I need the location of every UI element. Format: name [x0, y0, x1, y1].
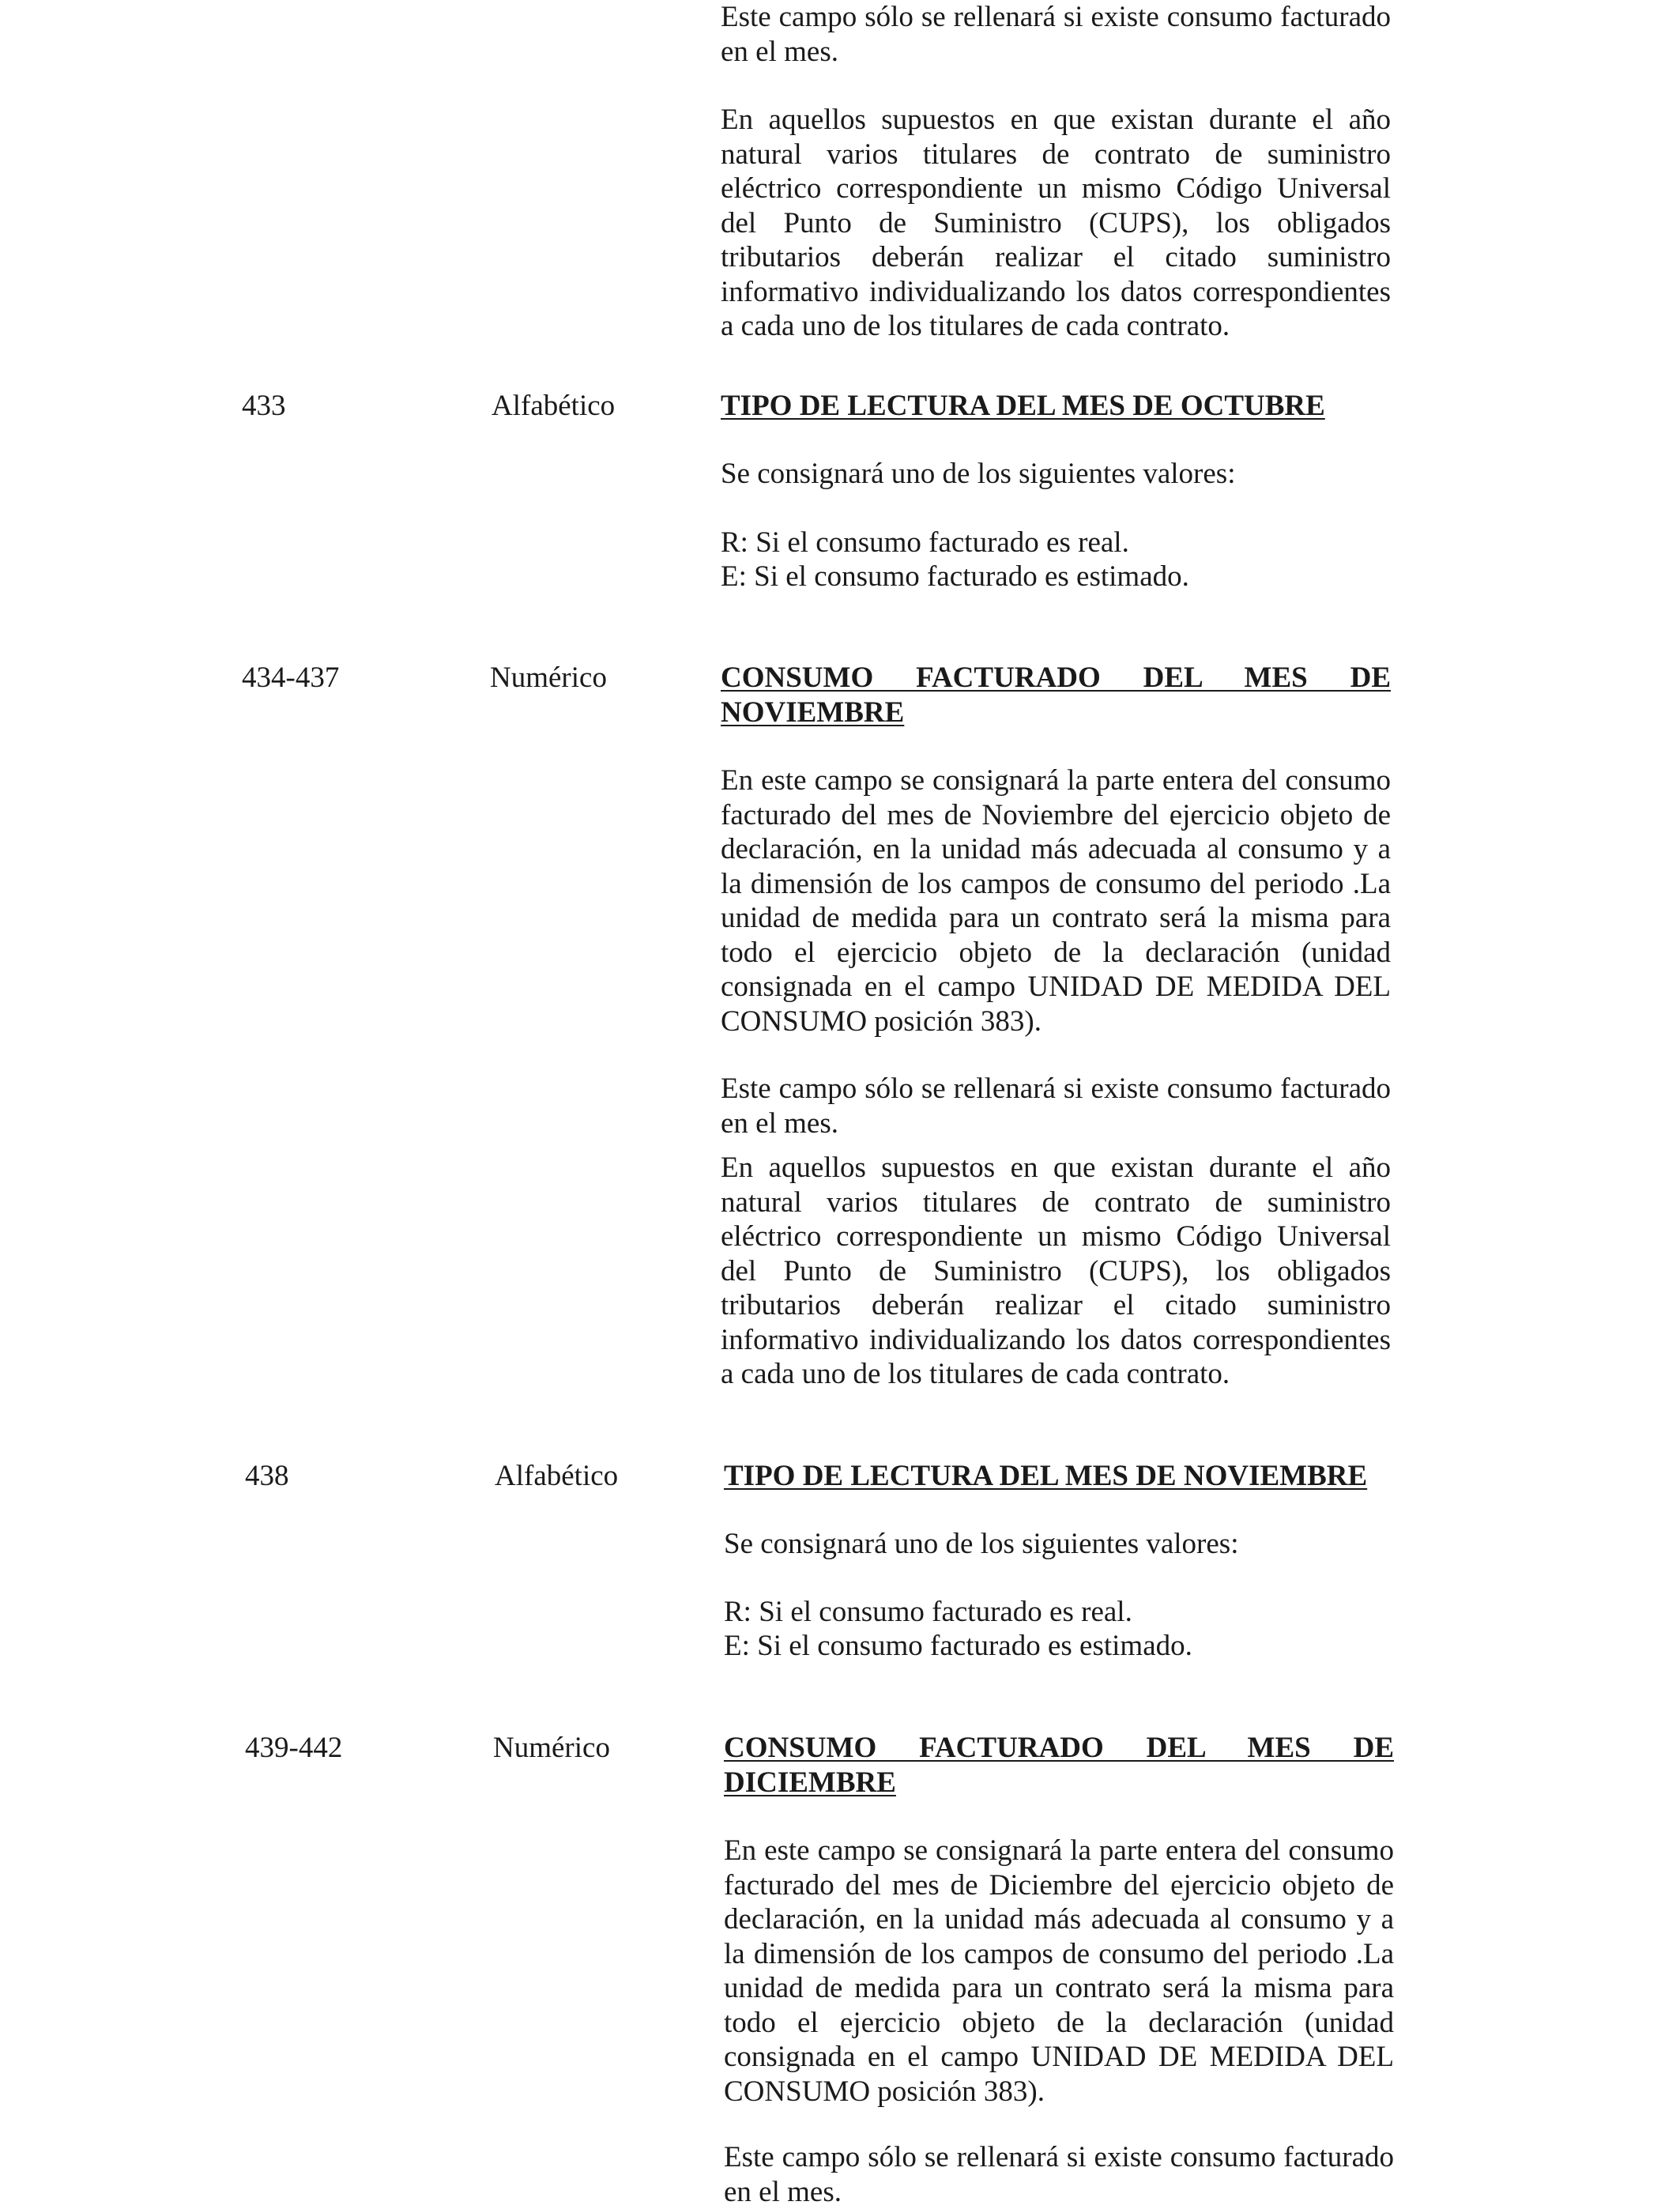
field-type-433: Alfabético	[492, 390, 616, 422]
field-value-e-433: E: Si el consumo facturado es estimado.	[721, 560, 1189, 593]
field-paragraph-439-442-consumo: Este campo sólo se rellenará si existe consumo facturado en el mes.	[724, 2141, 1394, 2208]
field-heading-439-442: CONSUMO FACTURADO DEL MES DE DICIEMBRE	[724, 1732, 1394, 1799]
field-heading-434-437: CONSUMO FACTURADO DEL MES DE NOVIEMBRE	[721, 662, 1391, 729]
field-intro-433: Se consignará uno de los siguientes valores:	[721, 458, 1236, 490]
field-paragraph-434-437-unidad: En este campo se consignará la parte entera del consumo facturado del mes de Noviembre del ejercicio objeto de declaración, en la unidad más adecuada al consumo y a la dimensión de los campos de consumo del periodo .La unidad de medida para un contrato será la misma para todo el ejercicio objeto de la declaración (unidad consignada en el campo UNIDAD DE MEDIDA DEL CONSUMO posición 383).	[721, 764, 1391, 1038]
field-type-439-442: Numérico	[493, 1732, 610, 1764]
field-paragraph-439-442-unidad: En este campo se consignará la parte entera del consumo facturado del mes de Diciembre del ejercicio objeto de declaración, en la unidad más adecuada al consumo y a la dimensión de los campos de consumo del periodo .La unidad de medida para un contrato será la misma para todo el ejercicio objeto de la declaración (unidad consignada en el campo UNIDAD DE MEDIDA DEL CONSUMO posición 383).	[724, 1834, 1394, 2108]
continuation-paragraph-consumo: Este campo sólo se rellenará si existe consumo facturado en el mes.	[721, 1, 1391, 68]
field-value-e-438: E: Si el consumo facturado es estimado.	[724, 1630, 1192, 1662]
field-paragraph-434-437-cups: En aquellos supuestos en que existan durante el año natural varios titulares de contrato de suministro eléctrico correspondiente un mismo Código Universal del Punto de Suministro (CUPS), los obligados tributarios deberán realizar el citado suministro informativo individualizando los datos correspondientes a cada uno de los titulares de cada contrato.	[721, 1152, 1391, 1390]
field-position-439-442: 439-442	[245, 1732, 343, 1764]
field-type-438: Alfabético	[495, 1460, 619, 1492]
field-intro-438: Se consignará uno de los siguientes valores:	[724, 1528, 1239, 1560]
field-type-434-437: Numérico	[490, 662, 607, 694]
field-value-r-438: R: Si el consumo facturado es real.	[724, 1596, 1132, 1628]
field-position-438: 438	[245, 1460, 289, 1492]
field-heading-438: TIPO DE LECTURA DEL MES DE NOVIEMBRE	[724, 1460, 1368, 1492]
field-paragraph-434-437-consumo: Este campo sólo se rellenará si existe consumo facturado en el mes.	[721, 1072, 1391, 1140]
field-position-433: 433	[242, 390, 286, 422]
field-heading-433: TIPO DE LECTURA DEL MES DE OCTUBRE	[721, 390, 1325, 422]
field-value-r-433: R: Si el consumo facturado es real.	[721, 526, 1129, 559]
field-position-434-437: 434-437	[242, 662, 340, 694]
continuation-paragraph-cups: En aquellos supuestos en que existan durante el año natural varios titulares de contrato de suministro eléctrico correspondiente un mismo Código Universal del Punto de Suministro (CUPS), los obligados tributarios deberán realizar el citado suministro informativo individualizando los datos correspondientes a cada uno de los titulares de cada contrato.	[721, 104, 1391, 342]
